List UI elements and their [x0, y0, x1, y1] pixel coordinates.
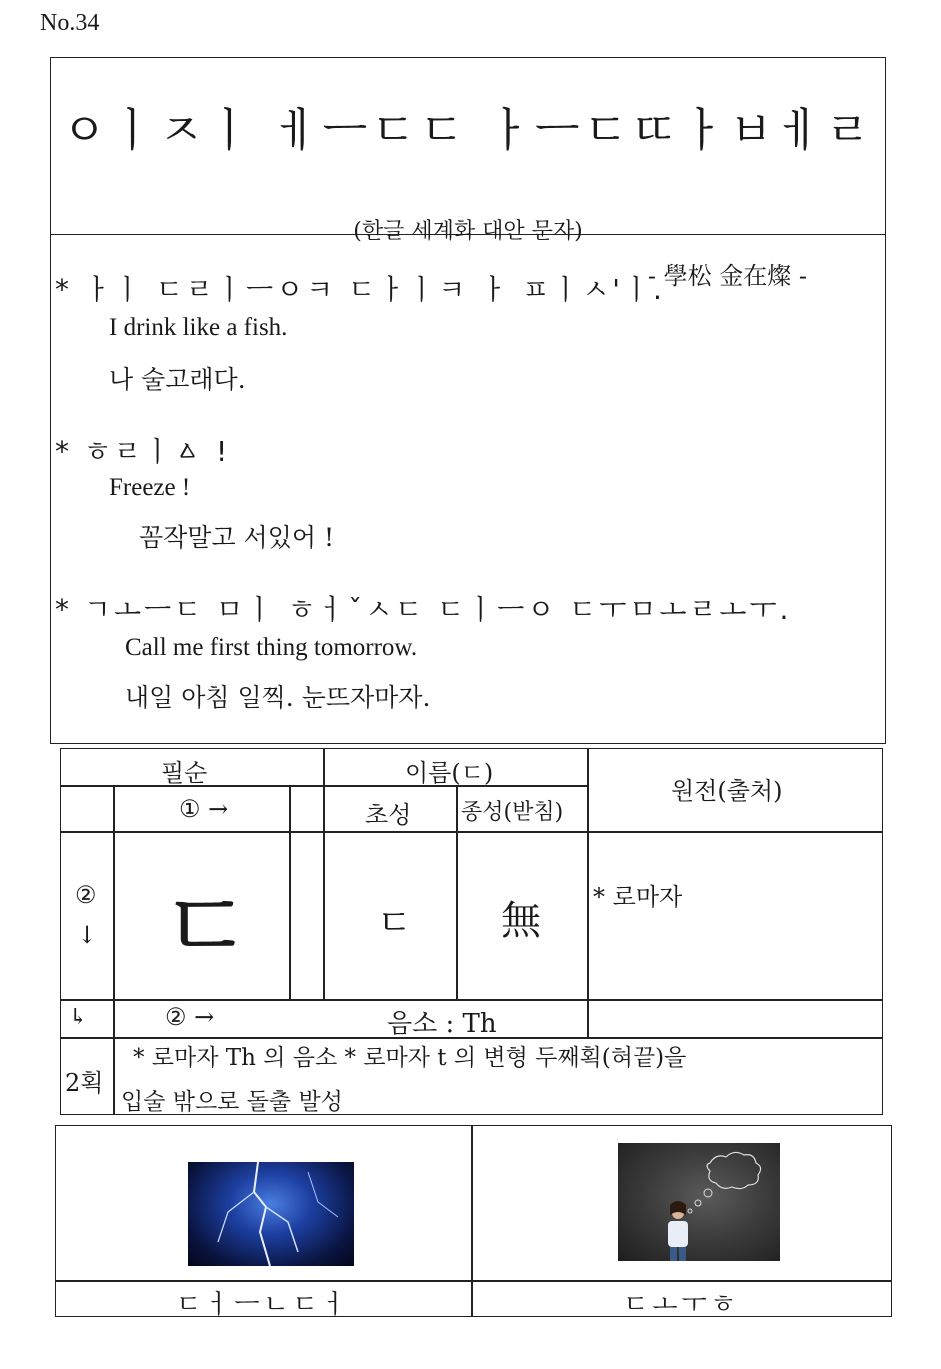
page-title: ㅇㅣㅈㅣ ㅔㅡㄷㄷ ㅏㅡㄷㄸㅏㅂㅔㄹ	[61, 103, 875, 157]
source-value: * 로마자	[593, 883, 683, 911]
thinking-woman-image	[618, 1143, 780, 1261]
big-letter: ㄷ	[159, 871, 254, 985]
doc-number: No.34	[40, 10, 100, 36]
step2-label: ②	[75, 881, 97, 909]
caption-lightning: ㄷㅓㅡㄴㄷㅓ	[176, 1290, 351, 1320]
final-header: 종성(받침)	[461, 800, 564, 825]
stroke-count: 2획	[65, 1069, 104, 1097]
final-value: 無	[501, 898, 541, 944]
hook-arrow: ↳	[69, 1005, 88, 1030]
example-1-korean: 나 술고래다.	[109, 365, 246, 394]
phoneme: 음소 : Th	[387, 1009, 497, 1039]
source-header: 원전(출처)	[671, 777, 783, 805]
example-1-english: I drink like a fish.	[109, 314, 288, 341]
example-2-transcription: * ㅎㄹㅣㅿ !	[55, 435, 231, 468]
name-header: 이름(ㄷ)	[405, 759, 494, 787]
down-arrow: ↓	[77, 921, 98, 949]
lightning-image	[188, 1162, 354, 1266]
examples-box	[50, 234, 886, 744]
initial-value: ㄷ	[377, 903, 412, 944]
note-line-1: * 로마자 Th 의 음소 * 로마자 t 의 변형 두째획(혀끝)을	[133, 1045, 687, 1071]
note-line-2: 입술 밖으로 돌출 발성	[121, 1089, 343, 1115]
example-3-korean: 내일 아침 일찍. 눈뜨자마자.	[125, 683, 431, 712]
initial-header: 초성	[365, 801, 412, 829]
letter-table	[60, 748, 883, 1115]
example-1-transcription: * ㅏㅣ ㄷㄹㅣㅡㅇㅋ ㄷㅏㅣㅋ ㅏ ㅍㅣㅅ'ㅣ.	[55, 273, 665, 306]
author: - 學松 金在燦 -	[647, 262, 807, 290]
page-subtitle: (한글 세계화 대안 문자)	[353, 219, 583, 244]
example-3-english: Call me first thing tomorrow.	[125, 634, 418, 661]
example-2-korean: 꼼작말고 서있어 !	[139, 523, 334, 552]
example-2-english: Freeze !	[109, 474, 191, 501]
step1-label: ① →	[179, 795, 229, 823]
illustration-box	[55, 1125, 892, 1320]
caption-thinking: ㄷㅗㅜㅎ	[623, 1290, 740, 1320]
stroke-order-header: 필순	[161, 759, 208, 787]
example-3-transcription: * ㄱㅗㅡㄷ ㅁㅣ ㅎㅓˇㅅㄷ ㄷㅣㅡㅇ ㄷㅜㅁㅗㄹㅗㅜ.	[55, 593, 792, 626]
step2b-label: ② →	[165, 1003, 215, 1031]
